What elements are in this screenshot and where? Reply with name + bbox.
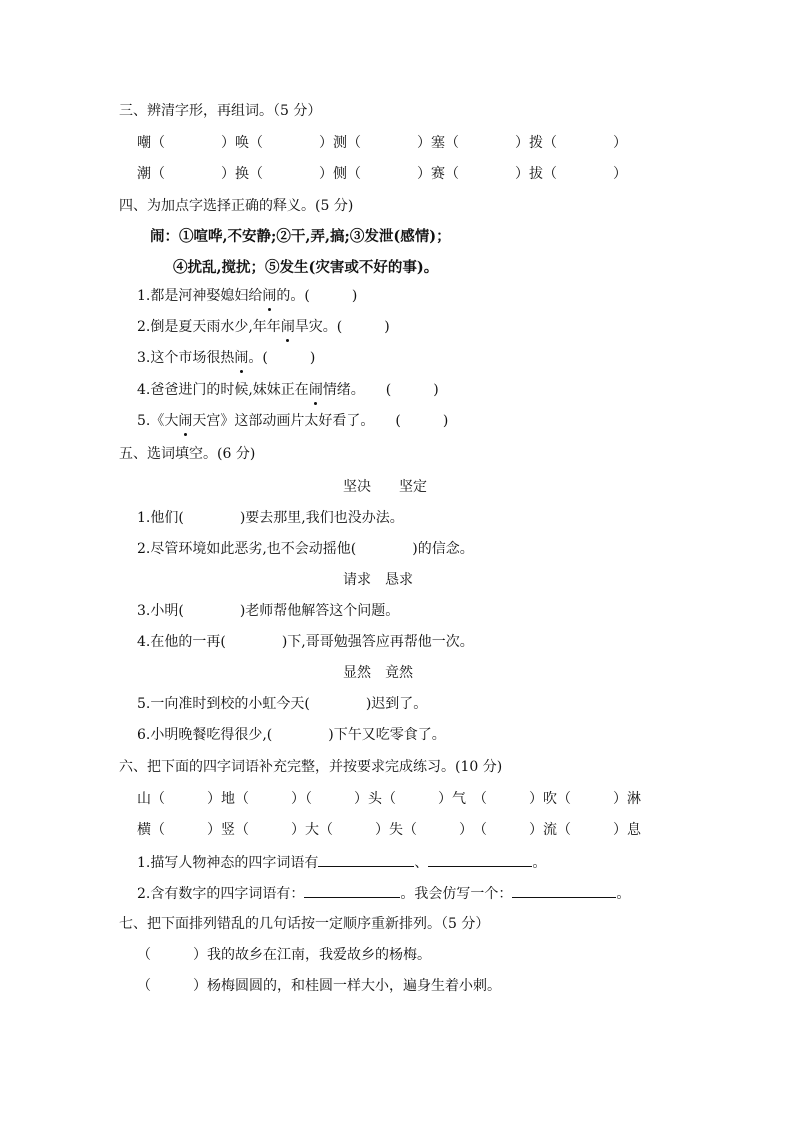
section-5-item-1: 1.他们( )要去那里,我们也没办法。 [137,510,404,526]
section-5-item-2: 2.尽管环境如此恶劣,也不会动摇他( )的信念。 [137,541,474,557]
definition-line-1: 闹：①喧哗,不安静;②干,弄,搞;③发泄(感情)； [150,228,451,245]
section-4-item-5: 5.《大闹天宫》这部动画片太好看了。 ( ) [137,413,449,429]
section-4-item-3: 3.这个市场很热闹。( ) [137,350,316,366]
dotted-char: 闹 [178,413,193,429]
section-5-item-5: 5.一向准时到校的小虹今天( )迟到了。 [137,696,428,712]
section-4-title: 四、为加点字选择正确的释义。(5 分) [119,198,354,214]
section-4-item-4: 4.爸爸进门的时候,妹妹正在闹情绪。 ( ) [137,382,439,398]
section-6-question-1: 1.描写人物神态的四字词语有 、 。 [137,852,546,873]
section-6-row-1: 山（ ）地（ ）（ ）头（ ）气 （ ）吹（ ）淋 [137,791,641,807]
section-5-item-3: 3.小明( )老师帮他解答这个问题。 [137,603,400,619]
word-choice-group-3: 显然 竟然 [343,665,413,681]
word-choice-group-2: 请求 恳求 [343,572,413,588]
section-7-item-2: （ ）杨梅圆圆的，和桂圆一样大小，遍身生着小刺。 [137,978,501,994]
dotted-char: 闹 [234,350,249,366]
section-3-title: 三、辨清字形，再组词。（5 分） [119,103,322,119]
section-3-row-1: 嘲（ ）唤（ ）测（ ）塞（ ）拨（ ） [137,135,627,151]
section-5-item-4: 4.在他的一再( )下,哥哥勉强答应再帮他一次。 [137,634,474,650]
definition-line-2: ④扰乱,搅扰；⑤发生(灾害或不好的事)。 [173,259,439,276]
section-7-item-1: （ ）我的故乡在江南，我爱故乡的杨梅。 [137,947,431,963]
answer-blank [304,883,400,898]
section-7-title: 七、把下面排列错乱的几句话按一定顺序重新排列。（5 分） [119,916,490,932]
section-5-item-6: 6.小明晚餐吃得很少,( )下午又吃零食了。 [137,727,446,743]
answer-blank [428,852,532,867]
section-6-question-2: 2.含有数字的四字词语有： 。我会仿写一个： 。 [137,883,630,904]
section-6-row-2: 横（ ）竖（ ）大（ ）失（ ） （ ）流（ ）息 [137,822,641,838]
word-choice-group-1: 坚决 坚定 [343,479,427,495]
dotted-char: 闹 [280,319,295,335]
answer-blank [318,852,414,867]
dotted-char: 闹 [308,382,323,398]
section-4-item-2: 2.倒是夏天雨水少,年年闹旱灾。( ) [137,319,390,335]
section-5-title: 五、选词填空。(6 分) [119,446,256,462]
section-3-row-2: 潮（ ）换（ ）侧（ ）赛（ ）拔（ ） [137,166,627,182]
dotted-char: 闹 [262,288,277,304]
section-4-item-1: 1.都是河神娶媳妇给闹的。( ) [137,288,358,304]
answer-blank [512,883,616,898]
section-6-title: 六、把下面的四字词语补充完整，并按要求完成练习。(10 分) [119,759,503,775]
